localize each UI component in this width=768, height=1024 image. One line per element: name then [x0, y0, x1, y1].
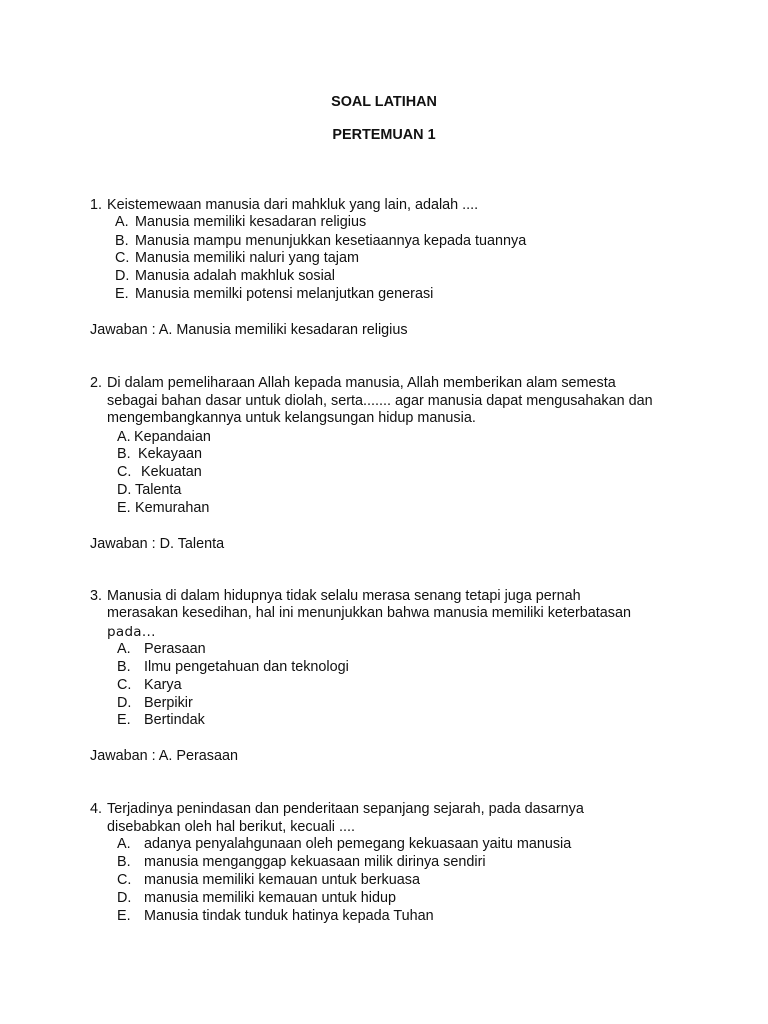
question-2-answer: Jawaban : D. Talenta — [90, 536, 225, 552]
option-text: manusia memiliki kemauan untuk berkuasa — [144, 872, 420, 888]
option-text: Manusia memilki potensi melanjutkan generasi — [135, 286, 434, 302]
option-text: Bertindak — [144, 712, 205, 728]
option-text: Karya — [144, 677, 182, 693]
question-3-number: 3. — [90, 588, 103, 604]
option-letter: B. — [115, 233, 129, 249]
option-letter: D. — [117, 890, 132, 906]
question-1-text-line-1: Keistemewaan manusia dari mahkluk yang lain, adalah .... — [107, 197, 479, 213]
option-text: Manusia tindak tunduk hatinya kepada Tuhan — [144, 908, 434, 924]
option-letter: D. — [117, 482, 132, 498]
question-2-text-line-3: mengembangkannya untuk kelangsungan hidup manusia. — [107, 410, 476, 426]
option-letter: B. — [117, 446, 131, 462]
option-text: manusia memiliki kemauan untuk hidup — [144, 890, 396, 906]
question-3-text-line-1: Manusia di dalam hidupnya tidak selalu merasa senang tetapi juga pernah — [107, 588, 581, 604]
option-letter: D. — [115, 268, 130, 284]
option-text: Manusia mampu menunjukkan kesetiaannya kepada tuannya — [135, 233, 527, 249]
option-letter: B. — [117, 659, 131, 675]
option-text: Perasaan — [144, 641, 206, 657]
document-subtitle: PERTEMUAN 1 — [332, 127, 436, 143]
question-3-text-line-2: merasakan kesedihan, hal ini menunjukkan bahwa manusia memiliki keterbatasan — [107, 605, 631, 621]
option-text: Kekayaan — [138, 446, 203, 462]
question-2-number: 2. — [90, 375, 103, 391]
option-text: manusia menganggap kekuasaan milik dirinya sendiri — [144, 854, 486, 870]
option-letter: E. — [117, 500, 131, 516]
option-text: Berpikir — [144, 695, 193, 711]
question-3-text-line-3: pada... — [107, 624, 156, 640]
option-letter: A. — [117, 641, 131, 657]
option-text: Kekuatan — [141, 464, 202, 480]
option-letter: D. — [117, 695, 132, 711]
option-letter: E. — [115, 286, 129, 302]
question-1-answer: Jawaban : A. Manusia memiliki kesadaran religius — [90, 322, 408, 338]
option-letter: C. — [117, 677, 132, 693]
question-2-text-line-2: sebagai bahan dasar untuk diolah, serta....... agar manusia dapat mengusahakan dan — [107, 393, 653, 409]
option-text: Manusia adalah makhluk sosial — [135, 268, 335, 284]
option-letter: E. — [117, 908, 131, 924]
option-letter: B. — [117, 854, 131, 870]
option-text: Kemurahan — [135, 500, 210, 516]
option-text: Ilmu pengetahuan dan teknologi — [144, 659, 349, 675]
option-text: adanya penyalahgunaan oleh pemegang kekuasaan yaitu manusia — [144, 836, 572, 852]
option-text: Manusia memiliki naluri yang tajam — [135, 250, 359, 266]
option-letter: A. — [117, 836, 131, 852]
option-letter: C. — [117, 464, 132, 480]
option-letter: A. — [117, 429, 131, 445]
option-letter: C. — [117, 872, 132, 888]
document-title: SOAL LATIHAN — [331, 94, 437, 110]
question-4-number: 4. — [90, 801, 103, 817]
question-4-text-line-1: Terjadinya penindasan dan penderitaan sepanjang sejarah, pada dasarnya — [107, 801, 584, 817]
option-letter: C. — [115, 250, 130, 266]
option-letter: E. — [117, 712, 131, 728]
question-3-answer: Jawaban : A. Perasaan — [90, 748, 239, 764]
option-text: Talenta — [135, 482, 182, 498]
option-letter: A. — [115, 214, 129, 230]
question-2-text-line-1: Di dalam pemeliharaan Allah kepada manusia, Allah memberikan alam semesta — [107, 375, 616, 391]
question-1-number: 1. — [90, 197, 103, 213]
option-text: Kepandaian — [134, 429, 211, 445]
option-text: Manusia memiliki kesadaran religius — [135, 214, 367, 230]
question-4-text-line-2: disebabkan oleh hal berikut, kecuali .... — [107, 819, 355, 835]
